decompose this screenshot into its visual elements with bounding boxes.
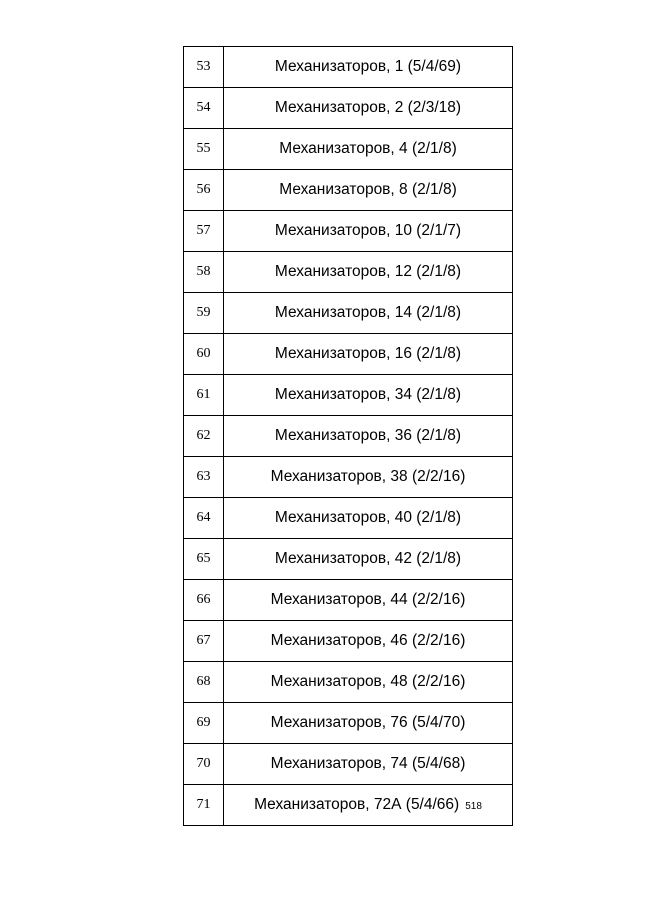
table-row: [184, 88, 513, 129]
address-table: [183, 46, 513, 826]
row-address: [224, 785, 513, 826]
row-number: 53: [184, 47, 224, 88]
address-table-body: [184, 47, 513, 826]
table-row: [184, 129, 513, 170]
page-number: 518: [465, 801, 482, 812]
row-number: 56: [184, 170, 224, 211]
row-address: Механизаторов, 44 (2/2/16): [224, 580, 513, 621]
row-number: 64: [184, 498, 224, 539]
table-row: [184, 621, 513, 662]
row-number: 54: [184, 88, 224, 129]
row-address: Механизаторов, 76 (5/4/70): [224, 703, 513, 744]
row-address: Механизаторов, 16 (2/1/8): [224, 334, 513, 375]
row-number: 71: [184, 785, 224, 826]
row-address: Механизаторов, 10 (2/1/7): [224, 211, 513, 252]
row-number: 59: [184, 293, 224, 334]
row-address: Механизаторов, 40 (2/1/8): [224, 498, 513, 539]
table-row: [184, 334, 513, 375]
row-address: Механизаторов, 74 (5/4/68): [224, 744, 513, 785]
table-row: [184, 539, 513, 580]
row-address: Механизаторов, 36 (2/1/8): [224, 416, 513, 457]
row-address: Механизаторов, 4 (2/1/8): [224, 129, 513, 170]
row-number: 65: [184, 539, 224, 580]
table-row: [184, 744, 513, 785]
row-address: Механизаторов, 38 (2/2/16): [224, 457, 513, 498]
table-row: [184, 785, 513, 826]
row-number: 60: [184, 334, 224, 375]
table-row: [184, 252, 513, 293]
row-number: 57: [184, 211, 224, 252]
table-row: [184, 47, 513, 88]
row-number: 55: [184, 129, 224, 170]
table-row: [184, 457, 513, 498]
row-number: 63: [184, 457, 224, 498]
row-number: 58: [184, 252, 224, 293]
row-address: Механизаторов, 8 (2/1/8): [224, 170, 513, 211]
table-row: [184, 170, 513, 211]
table-row: [184, 293, 513, 334]
row-number: 67: [184, 621, 224, 662]
table-row: [184, 211, 513, 252]
row-address: Механизаторов, 34 (2/1/8): [224, 375, 513, 416]
row-number: 69: [184, 703, 224, 744]
table-row: [184, 703, 513, 744]
row-address: Механизаторов, 14 (2/1/8): [224, 293, 513, 334]
row-address: Механизаторов, 2 (2/3/18): [224, 88, 513, 129]
table-row: [184, 375, 513, 416]
row-address: Механизаторов, 46 (2/2/16): [224, 621, 513, 662]
table-row: [184, 416, 513, 457]
row-number: 61: [184, 375, 224, 416]
row-address: Механизаторов, 42 (2/1/8): [224, 539, 513, 580]
table-row: [184, 498, 513, 539]
row-number: 62: [184, 416, 224, 457]
row-number: 70: [184, 744, 224, 785]
table-row: [184, 580, 513, 621]
row-number: 66: [184, 580, 224, 621]
row-number: 68: [184, 662, 224, 703]
row-address: Механизаторов, 1 (5/4/69): [224, 47, 513, 88]
table-row: [184, 662, 513, 703]
row-address: Механизаторов, 48 (2/2/16): [224, 662, 513, 703]
row-address: Механизаторов, 12 (2/1/8): [224, 252, 513, 293]
row-address-text: Механизаторов, 72А (5/4/66): [254, 796, 460, 813]
